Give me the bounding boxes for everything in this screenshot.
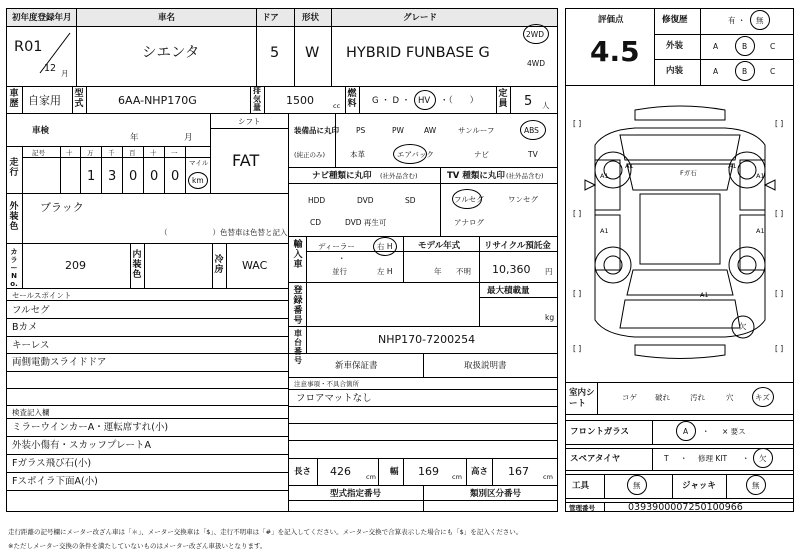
lot-number: R01 (14, 39, 43, 55)
grade: HYBRID FUNBASE G (346, 45, 490, 61)
interior-kizu: キズ (755, 393, 770, 402)
import-left: 左 H (377, 267, 393, 276)
shift-value: FAT (232, 151, 260, 170)
model-year-unknown: 不明 (456, 267, 471, 276)
equip-leather: 本革 (350, 150, 365, 159)
spare-dot2: ・ (742, 454, 750, 463)
equip-ps: PS (356, 126, 366, 135)
digit-label-4: 十 (150, 149, 157, 157)
inspection-month: 月 (184, 133, 193, 143)
mile-label: マイル (189, 159, 209, 167)
ext-label: 外装 (666, 41, 684, 51)
ext-grade-c: C (770, 42, 776, 51)
year-label: 初年度登録年月 (12, 13, 72, 23)
sales-item-2: キーレス (12, 340, 50, 351)
navi-cd: CD (310, 218, 322, 227)
width-value: 169 (418, 465, 439, 478)
dash-2: [ ] (573, 209, 582, 218)
color-note: （ ）色替車は色替と記入 (160, 228, 288, 237)
doors: 5 (270, 45, 280, 61)
type-designation-label: 型式指定番号 (330, 489, 382, 499)
int-grade-a: A (713, 67, 719, 76)
missing-mark: 欠 (739, 322, 747, 331)
mark-2: A1 (600, 172, 609, 180)
equip-abs: ABS (524, 126, 539, 135)
equip-airbag: エアバック (397, 150, 434, 159)
tv-analog: アナログ (454, 218, 484, 227)
spare-t: T (664, 454, 669, 463)
color-value: ブラック (40, 201, 84, 214)
import-parallel: 並行 (332, 267, 347, 276)
dash-3: [ ] (775, 209, 784, 218)
navi-hdd: HDD (308, 196, 326, 205)
regno-label: 登録番号 (293, 286, 303, 326)
windshield-dot: ・ (702, 427, 710, 436)
spare-missing: 欠 (759, 454, 767, 463)
sales-label: セールスポイント (12, 291, 72, 300)
navi-sub: (社外品含む) (380, 172, 418, 180)
repair-yes: 有 ・ (728, 16, 746, 25)
tools-label: 工具 (572, 481, 590, 491)
capacity-label: 定員 (498, 89, 508, 109)
int-grade-b: B (742, 67, 748, 76)
mark-0: A1 (625, 162, 634, 170)
mileage-digit-4: 0 (171, 169, 180, 184)
capacity: 5 (524, 94, 533, 109)
interior-item-0: コゲ (622, 393, 637, 402)
notes-value: フロアマットなし (296, 393, 372, 404)
mark-1: A1 (728, 162, 737, 170)
interior-item-2: 汚れ (690, 393, 705, 402)
digit-label-5: 一 (171, 149, 178, 157)
equipment-sub: (純正のみ) (294, 151, 326, 159)
footer-line-1: 走行距離の記号欄にメーター改ざん車は「＊」、メーター交換車は「$」、走行不明車は「#」を記入してください。メーター交換で合算表示した場合にも「$」を記入ください。 (8, 528, 523, 536)
tools-none: 無 (633, 481, 641, 490)
navi-dvd-play: DVD 再生可 (345, 218, 387, 227)
fuel-types: G ・ D ・ (372, 96, 411, 106)
digit-label-1: 万 (87, 149, 94, 157)
import-dot: ・ (338, 254, 346, 263)
displacement: 1500 (286, 94, 314, 107)
equip-sunroof: サンルーフ (458, 126, 495, 135)
height-label: 高さ (471, 467, 489, 477)
fuel-label: 燃料 (347, 89, 357, 109)
km-unit: km (192, 176, 204, 185)
category-number-label: 類別区分番号 (470, 489, 522, 499)
footer-line-2: ※ただしメーター交換の条件を満たしていないものはメーター改ざん車扱いとなります。 (8, 542, 267, 550)
car-name-label: 車名 (158, 13, 176, 23)
width-label: 幅 (390, 467, 399, 477)
car-diagram (565, 90, 794, 380)
mgmt-label: 管理番号 (569, 504, 595, 512)
sales-item-1: Bカメ (12, 322, 38, 333)
spare-label: スペアタイヤ (570, 454, 621, 464)
equip-navi: ナビ (474, 150, 489, 159)
length-label: 長さ (294, 467, 312, 477)
chassis-label: 車台番号 (294, 329, 302, 365)
interior-item-1: 破れ (655, 393, 670, 402)
month-unit: 月 (61, 69, 69, 78)
score-label: 評価点 (598, 15, 624, 25)
inspector-item-3: Fスポイラ下面A(小) (12, 476, 98, 487)
mileage-digit-3: 0 (150, 169, 159, 184)
mileage-digit-0: 1 (87, 169, 96, 184)
windshield-label: フロントガラス (570, 427, 629, 437)
door-label: ドア (262, 13, 279, 23)
sales-item-0: フルセグ (12, 305, 50, 316)
capacity-unit: 人 (542, 101, 550, 110)
model-year-unit: 年 (434, 267, 442, 276)
mark-4: A1 (600, 227, 609, 235)
int-grade-c: C (770, 67, 776, 76)
mark-5: A1 (756, 227, 765, 235)
colorno-label: カラーNo. (10, 248, 18, 288)
jack-label: ジャッキ (682, 481, 716, 491)
mark-6: A1 (700, 291, 709, 299)
disp-label: 排気量 (253, 86, 261, 112)
warranty-new: 新車保証書 (335, 361, 378, 371)
dash-1: [ ] (775, 119, 784, 128)
score-value: 4.5 (590, 35, 640, 68)
height-value: 167 (508, 465, 529, 478)
dash-7: [ ] (775, 344, 784, 353)
chassis-number: NHP170-7200254 (378, 333, 476, 346)
kigo-label: 記号 (32, 149, 45, 157)
recycle-yen: 円 (545, 267, 553, 276)
ext-grade-b: B (742, 42, 748, 51)
shift-label: シフト (238, 117, 261, 126)
mileage-digit-1: 3 (108, 169, 117, 184)
recycle-label: リサイクル預託金 (484, 241, 551, 251)
max-load-label: 最大積載量 (487, 286, 530, 296)
dash-5: [ ] (775, 289, 784, 298)
navi-title: ナビ種類に丸印 (312, 171, 372, 181)
max-load-kg: kg (545, 313, 555, 322)
mgmt-number: 0393900007250100966 (628, 502, 743, 513)
int-label: 内装 (666, 66, 684, 76)
dash-6: [ ] (573, 344, 582, 353)
tv-oneseg: ワンセグ (508, 195, 538, 204)
navi-sd: SD (405, 196, 416, 205)
model-label: 型式 (74, 89, 84, 109)
mileage-digit-2: 0 (129, 169, 138, 184)
header-row (6, 8, 558, 27)
repair-no: 無 (756, 16, 764, 25)
equipment-label: 装備品に丸印 (294, 126, 339, 135)
grade-label: グレード (403, 13, 438, 23)
import-label: 輸入車 (293, 240, 303, 270)
notes-label: 注意事項・不具合箇所 (294, 380, 359, 388)
inspection-label: 車検 (32, 126, 50, 136)
length-value: 426 (330, 465, 351, 478)
inspector-item-1: 外装小傷有・スカッフプレートA (12, 440, 152, 451)
equip-tv: TV (528, 150, 538, 159)
inspector-label: 検査記入欄 (12, 408, 50, 417)
ac-label: 冷房 (214, 255, 224, 275)
drive-2wd: 2WD (526, 30, 544, 39)
length-cm: cm (366, 473, 376, 481)
warranty-manual: 取扱説明書 (464, 361, 507, 371)
color-number: 209 (65, 259, 86, 272)
windshield-a: A (683, 427, 689, 436)
ac-value: WAC (242, 259, 268, 272)
mark-7: Fガ石 (680, 169, 697, 177)
usage-label: 車歴 (9, 89, 19, 109)
jack-none: 無 (752, 481, 760, 490)
dash-4: [ ] (573, 289, 582, 298)
color-label: 外装色 (9, 202, 19, 232)
navi-dvd: DVD (357, 196, 374, 205)
car-name: シエンタ (142, 45, 200, 61)
cc-unit: cc (333, 102, 341, 110)
model-year-label: モデル年式 (418, 241, 461, 251)
equip-pw: PW (392, 126, 404, 135)
interior-label: 室内シート (569, 388, 595, 409)
digit-label-3: 百 (129, 149, 136, 157)
equip-aw: AW (424, 126, 437, 135)
digit-label-2: 千 (108, 149, 115, 157)
reg-month: 12 (44, 63, 57, 74)
fuel-hv: HV (418, 96, 431, 106)
digit-label-0: 十 (66, 149, 73, 157)
ext-grade-a: A (713, 42, 719, 51)
tv-sub: (社外品含む) (506, 172, 544, 180)
recycle-value: 10,360 (492, 263, 531, 276)
width-cm: cm (452, 473, 462, 481)
spare-kit: 修理 KIT (698, 454, 728, 463)
mileage-label: 走行 (9, 158, 19, 178)
inspection-year: 年 (130, 133, 139, 143)
mark-3: A1 (756, 172, 765, 180)
model: 6AA-NHP170G (118, 94, 197, 107)
interior-item-3: 穴 (726, 393, 734, 402)
tv-title: TV 種類に丸印 (447, 171, 505, 181)
tv-fullseg: フルセグ (454, 195, 484, 204)
shape: W (305, 45, 320, 61)
usage: 自家用 (28, 94, 61, 107)
repair-label: 修復歴 (662, 15, 688, 25)
spare-dot: ・ (680, 454, 688, 463)
windshield-x: × 要ス (722, 427, 746, 436)
dash-0: [ ] (573, 119, 582, 128)
inspector-item-0: ミラーウインカーA・運転席すれ(小) (12, 422, 169, 433)
interior-color-label: 内装色 (132, 250, 142, 280)
fuel-other: ・（ ） (440, 96, 479, 106)
drive-4wd: 4WD (527, 59, 545, 68)
shape-label: 形状 (302, 13, 320, 23)
import-dealer: ディーラー (318, 242, 355, 251)
sales-item-3: 両側電動スライドドア (12, 357, 107, 368)
height-cm: cm (543, 473, 553, 481)
import-right: 右 H (377, 242, 393, 251)
inspector-item-2: Fガラス飛び石(小) (12, 458, 92, 469)
